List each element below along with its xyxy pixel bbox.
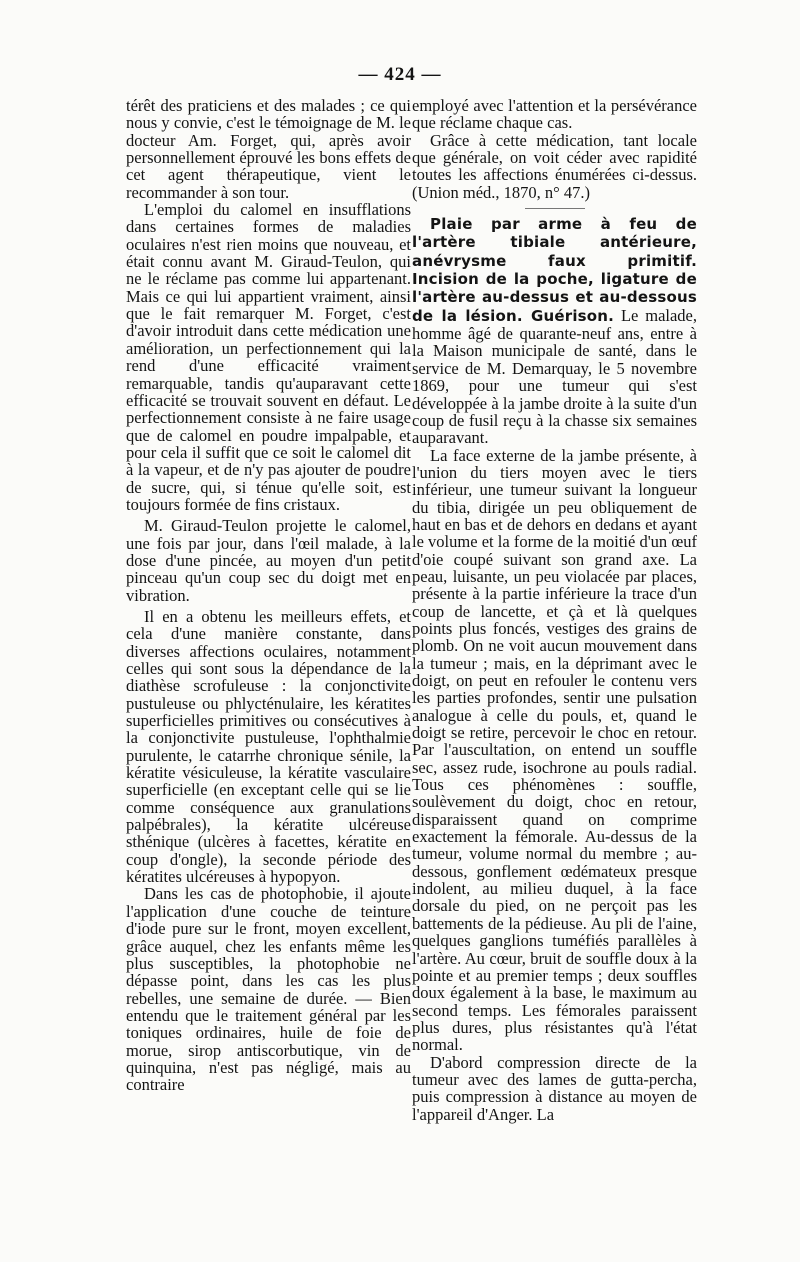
paragraph: térêt des praticiens et des malades ; ce qui nous y convie, c'est le témoignage de M. le docteur Am. Forget, qui, après avoir personnellement éprouvé les bons effets de cet agent thérapeutique, vient le recommander à son tour.	[126, 96, 411, 202]
paragraph: Dans les cas de photophobie, il ajoute l'application d'une couche de teinture d'iode pure sur le front, moyen excellent, grâce auquel, chez les enfants même les plus susceptibles, la photophobie ne dépasse point, dans les cas les plus rebelles, une semaine de durée. — Bien entendu que le traitement général par les toniques ordinaires, huile de foie de morue, sirop antiscorbutique, vin de quinquina, n'est pas négligé, mais au contraire	[126, 884, 411, 1095]
page-number: — 424 —	[358, 64, 442, 85]
paragraph: Grâce à cette médication, tant locale que générale, on voit céder avec rapidité toutes les affections énumérées ci-dessus. (Union méd., 1870, n° 47.)	[412, 130, 697, 202]
paragraph: employé avec l'attention et la persévérance que réclame chaque cas.	[412, 96, 697, 133]
section-separator	[525, 208, 585, 209]
paragraph: L'emploi du calomel en insufflations dans certaines formes de maladies oculaires n'est rien moins que nouveau, et était connu avant M. Giraud-Teulon, qui ne le réclame pas comme lui appartenant. Mais ce qui lui appartient vraiment, ainsi que le fait remarquer M. Forget, c'est d'avoir introduit dans cette médication une amélioration, un perfectionnement qui la rend d'une efficacité vraiment remarquable, tandis qu'auparavant cette efficacité se trouvait souvent en défaut. Le perfectionnement consiste à ne faire usage que de calomel en poudre impalpable, et pour cela il suffit que ce soit le calomel dit à la vapeur, et de n'y pas ajouter de poudre de sucre, qui, si ténue qu'elle soit, est toujours formée de fins cristaux.	[126, 200, 411, 514]
article-heading: Plaie par arme à feu de l'artère tibiale antérieure, anévrysme faux primitif. Incision de la poche, ligature de l'artère au-dessus et au-dessous de la lésion. Guérison.	[412, 215, 697, 325]
paragraph: La face externe de la jambe présente, à l'union du tiers moyen avec le tiers inférieur, une tumeur suivant la longueur du tibia, dirigée un peu obliquement de haut en bas et de dehors en dedans et ayant le volume et la forme de la moitié d'un œuf d'oie coupé suivant son grand axe. La peau, luisante, un peu violacée par places, présente à la partie inférieure la trace d'un coup de lancette, et çà et là quelques points plus foncés, vestiges des grains de plomb. On ne voit aucun mouvement dans la tumeur ; mais, en la déprimant avec le doigt, on peut en refouler le contenu vers les parties profondes, sentir une pulsation analogue à celle du pouls, et, quand le doigt se retire, percevoir le choc en retour. Par l'auscultation, on entend un souffle sec, assez rude, isochrone au pouls radial. Tous ces phénomènes : souffle, soulèvement du doigt, choc en retour, disparaissent quand on comprime exactement la fémorale. Au-dessus de la tumeur, volume normal du membre ; au-dessous, gonflement œdémateux presque indolent, au milieu duquel, à la face dorsale du pied, on ne perçoit pas les battements de la pédieuse. Au pli de l'aine, quelques ganglions tuméfiés parallèles à l'artère. Au cœur, bruit de souffle doux à la pointe et au premier temps ; deux souffles doux également à la base, le maximum au second temps. Les fémorales paraissent plus dures, plus résistantes qu'à l'état normal.	[412, 445, 697, 1055]
article-intro-text: Le malade, homme âgé de quarante-neuf ans, entre à la Maison municipale de santé, dans le service de M. Demarquay, le 5 novembre 1869, pour une tumeur qui s'est développée à la jambe droite à la suite d'un coup de fusil reçu à la chasse six semaines auparavant.	[412, 305, 697, 448]
right-column	[412, 97, 697, 1123]
paragraph: Il en a obtenu les meilleurs effets, et cela d'une manière constante, dans diverses affections oculaires, notamment celles qui sont sous la dépendance de la diathèse scrofuleuse : la conjonctivite pustuleuse ou phlycténulaire, les kératites superficielles primitives ou consécutives à la conjonctivite pustuleuse, l'ophthalmie purulente, le catarrhe chronique sénile, la kératite vésiculeuse, la kératite vasculaire superficielle (en exceptant celle qui se lie comme conséquence aux granulations palpébrales), la kératite ulcéreuse sthénique (ulcères à facettes, kératite en coup d'ongle), la seconde période des kératites ulcéreuses à hypopyon.	[126, 606, 411, 887]
left-column	[126, 97, 411, 1094]
article-first-paragraph	[412, 215, 697, 446]
paragraph: D'abord compression directe de la tumeur avec des lames de gutta-percha, puis compression à distance au moyen de l'appareil d'Anger. La	[412, 1052, 697, 1124]
paragraph: M. Giraud-Teulon projette le calomel, une fois par jour, dans l'œil malade, à la dose d'une pincée, au moyen d'un petit pinceau qu'un coup sec du doigt met en vibration.	[126, 516, 411, 605]
